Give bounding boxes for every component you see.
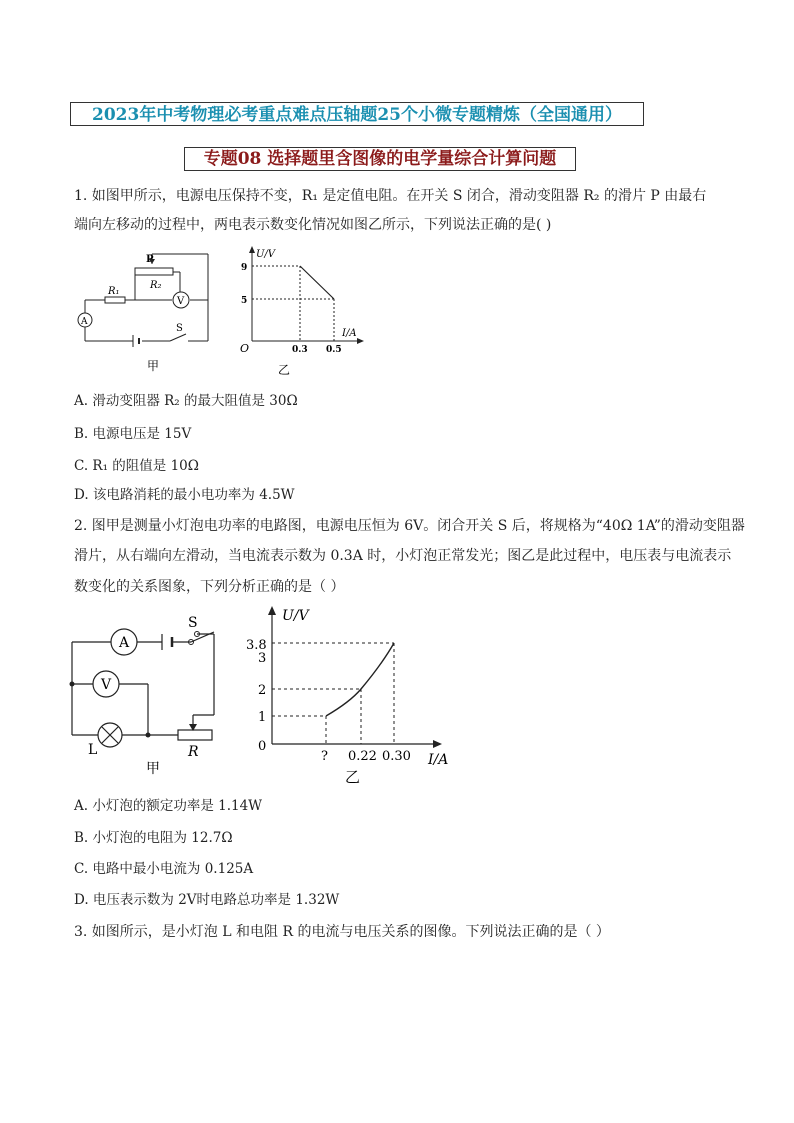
q2-ytick-0: 0 [258, 739, 267, 754]
q2-option-c: C. 电路中最小电流为 0.125A [74, 861, 254, 877]
q1-caption-yi: 乙 [278, 363, 291, 377]
q2-option-d: D. 电压表示数为 2V时电路总功率是 1.32W [74, 892, 340, 908]
q1-label-P: P [146, 254, 154, 265]
q2-stem-line1: 2. 图甲是测量小灯泡电功率的电路图，电源电压恒为 6V。闭合开关 S 后，将规格为“40Ω 1A”的滑动变阻器 [74, 518, 745, 534]
q1-option-b: B. 电源电压是 15V [74, 426, 192, 442]
q1-origin: O [240, 342, 250, 355]
q2-ytick-1: 1 [258, 710, 267, 725]
q1-ylabel: U/V [256, 249, 276, 260]
q2-label-A: A [119, 635, 130, 651]
q1-caption-jia: 甲 [147, 359, 160, 373]
q1-ytick-5: 5 [241, 296, 248, 306]
q2-circuit-diagram [66, 614, 236, 780]
q2-ytick-3: 3 [258, 651, 267, 666]
q2-option-a: A. 小灯泡的额定功率是 1.14W [74, 798, 263, 814]
q2-xtick-q: ? [321, 749, 328, 764]
q2-ylabel: U/V [282, 608, 309, 624]
q2-stem-line2: 滑片，从右端向左滑动，当电流表示数为 0.3A 时，小灯泡正常发光；图乙是此过程中，电压表与电流表示 [74, 548, 732, 564]
document-title: 2023年中考物理必考重点难点压轴题25个小微专题精炼（全国通用） [70, 102, 644, 126]
q2-stem-line3: 数变化的关系图象，下列分析正确的是（ ） [74, 579, 345, 595]
q1-graph [232, 244, 367, 378]
q2-xtick-0.30: 0.30 [382, 749, 411, 764]
q1-option-c: C. R₁ 的阻值是 10Ω [74, 458, 199, 474]
q1-label-V: V [177, 296, 185, 307]
section-title: 专题08 选择题里含图像的电学量综合计算问题 [184, 147, 576, 171]
q2-caption-jia: 甲 [146, 761, 160, 777]
q1-label-A: A [81, 317, 88, 327]
q2-xlabel: I/A [428, 752, 449, 768]
q1-option-a: A. 滑动变阻器 R₂ 的最大阻值是 30Ω [74, 393, 298, 409]
q2-ytick-3.8: 3.8 [246, 638, 267, 653]
x-axis-arrow-icon [433, 740, 442, 748]
q3-stem-line1: 3. 如图所示，是小灯泡 L 和电阻 R 的电流与电压关系的图像。下列说法正确的是（ ） [74, 924, 610, 940]
q2-label-L: L [88, 742, 98, 758]
q2-xtick-0.22: 0.22 [348, 749, 377, 764]
q2-label-R: R [188, 744, 199, 760]
q2-ytick-2: 2 [258, 683, 267, 698]
y-axis-arrow-icon [268, 606, 276, 615]
q1-circuit-diagram [70, 246, 220, 376]
q2-label-V: V [101, 677, 112, 693]
q2-label-S: S [188, 615, 198, 631]
q1-stem-line2: 端向左移动的过程中，两电表示数变化情况如图乙所示，下列说法正确的是( ) [74, 217, 552, 233]
q2-option-b: B. 小灯泡的电阻为 12.7Ω [74, 830, 233, 846]
x-axis-arrow-icon [357, 338, 364, 344]
q1-xtick-0.5: 0.5 [326, 345, 342, 355]
q2-caption-yi: 乙 [345, 768, 361, 786]
q1-label-S: S [176, 323, 183, 334]
q1-ytick-9: 9 [241, 263, 248, 273]
q1-xtick-0.3: 0.3 [292, 345, 308, 355]
q2-graph [246, 602, 460, 786]
q1-label-R2: R₂ [150, 280, 162, 291]
y-axis-arrow-icon [249, 246, 255, 253]
q1-stem-line1: 1. 如图甲所示，电源电压保持不变，R₁ 是定值电阻。在开关 S 闭合，滑动变阻器 R₂ 的滑片 P 由最右 [74, 188, 707, 204]
q1-label-R1: R₁ [108, 286, 120, 297]
q1-option-d: D. 该电路消耗的最小电功率为 4.5W [74, 487, 295, 503]
q1-xlabel: I/A [342, 328, 357, 339]
